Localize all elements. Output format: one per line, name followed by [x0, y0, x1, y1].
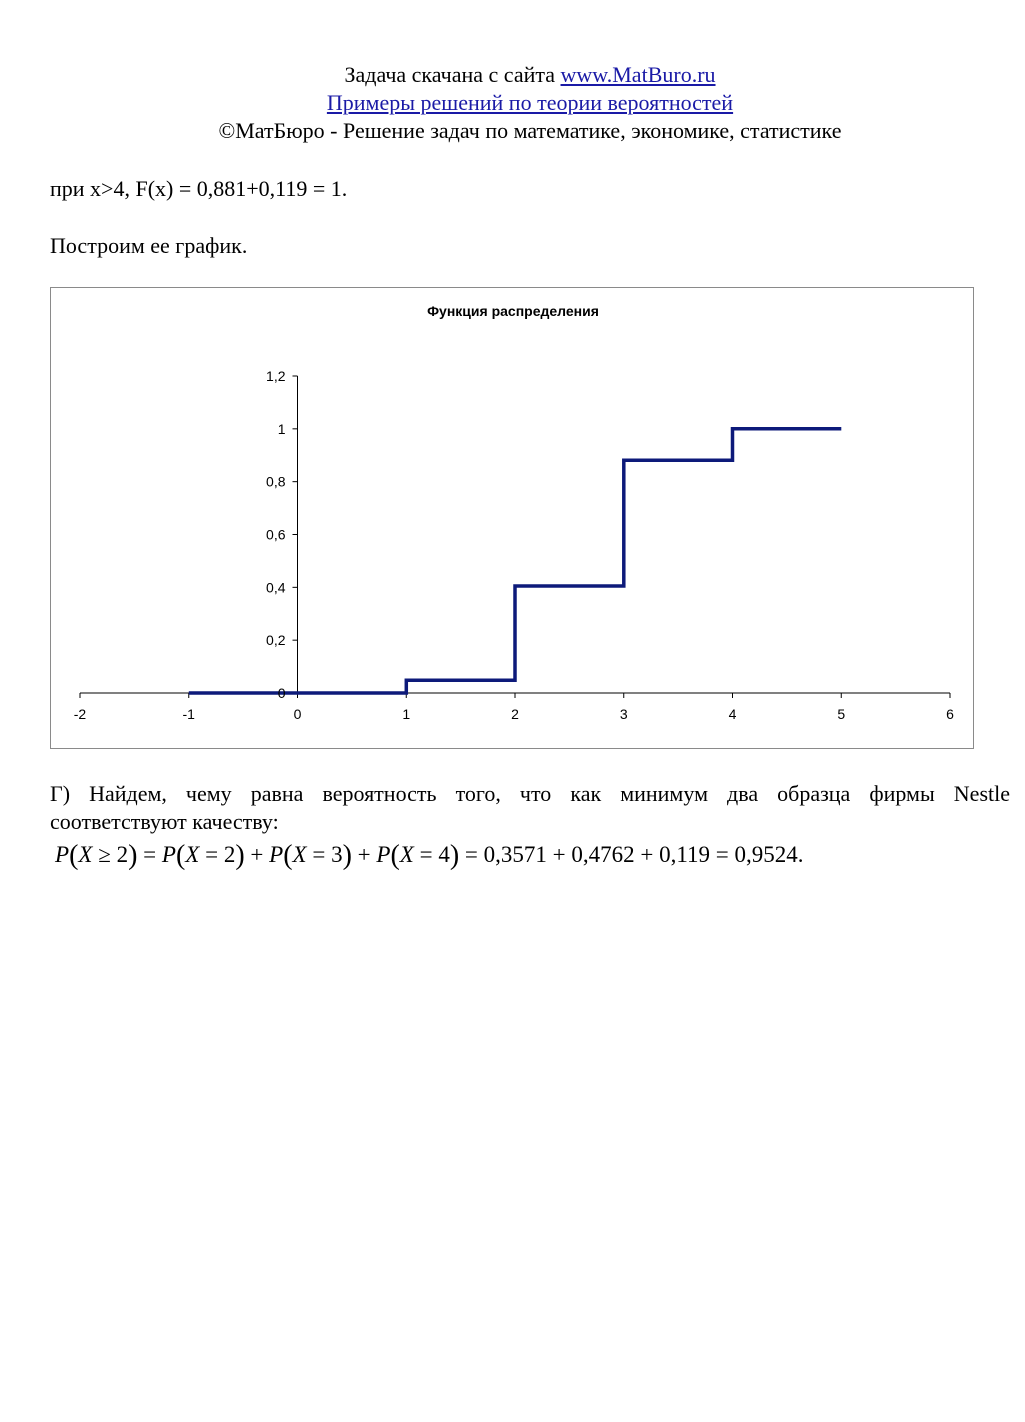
question-g-line-2: соответствуют качеству:	[50, 809, 279, 834]
paren: (	[390, 840, 400, 871]
formula-geq2: ≥ 2	[98, 842, 129, 867]
header-line-2	[0, 89, 1025, 117]
y-tick-label: 0	[277, 685, 286, 701]
formula-plus-2: +	[357, 842, 371, 867]
paren: )	[235, 840, 245, 871]
x-tick-label: 6	[946, 706, 954, 722]
y-tick-label: 0,2	[266, 632, 286, 649]
paren: (	[69, 840, 79, 871]
distribution-chart	[50, 287, 974, 749]
x-tick-label: -2	[73, 706, 87, 722]
chart-svg	[51, 288, 975, 750]
probability-formula	[55, 838, 803, 873]
x-tick-label: 5	[837, 706, 846, 722]
formula-p3: P	[269, 842, 284, 867]
formula-x3: X	[292, 842, 307, 867]
formula-plus-1: +	[250, 842, 264, 867]
y-tick-label: 0,8	[266, 473, 286, 490]
chart-title: Функция распределения	[427, 303, 599, 319]
text-build-graph: Построим ее график.	[50, 233, 248, 258]
formula-x4: X	[399, 842, 414, 867]
x-tick-label: -1	[182, 706, 195, 722]
header-line-1	[0, 61, 1025, 89]
formula-p1: P	[55, 842, 70, 867]
header-line-3: ©МатБюро - Решение задач по математике, экономике, статистике	[218, 118, 842, 143]
paren: )	[449, 840, 460, 871]
paren: (	[283, 840, 293, 871]
formula-eq3: = 3	[312, 842, 343, 867]
formula-rhs: = 0,3571 + 0,4762 + 0,119 = 0,9524.	[464, 842, 804, 867]
paren: )	[128, 840, 138, 871]
x-tick-label: 2	[511, 706, 519, 722]
header-prefix: Задача скачана с сайта	[344, 62, 561, 87]
y-tick-label: 0,6	[266, 526, 286, 543]
y-tick-label: 1,2	[266, 368, 286, 384]
paren: )	[342, 840, 352, 871]
formula-eq: =	[143, 842, 157, 867]
question-g-line-1: Г) Найдем, чему равна вероятность того, что как минимум два образца фирмы Nestle	[50, 781, 1010, 806]
formula-p4: P	[376, 842, 391, 867]
x-tick-label: 0	[293, 706, 302, 722]
examples-link[interactable]: Примеры решений по теории вероятностей	[326, 90, 734, 115]
series-line-f-x	[189, 429, 842, 693]
text-x-gt-4: при x>4, F(x) = 0,881+0,119 = 1.	[50, 176, 348, 201]
formula-x1: X	[78, 842, 93, 867]
formula-eq2: = 2	[205, 842, 236, 867]
formula-x2: X	[185, 842, 200, 867]
formula-p2: P	[161, 842, 176, 867]
formula-eq4: = 4	[419, 842, 450, 867]
y-tick-label: 0,4	[266, 579, 286, 596]
x-tick-label: 1	[402, 706, 411, 722]
paren: (	[175, 840, 186, 871]
y-tick-label: 1	[277, 420, 286, 437]
matburo-link[interactable]: www.MatBuro.ru	[560, 62, 716, 87]
x-tick-label: 4	[728, 706, 737, 722]
x-tick-label: 3	[619, 706, 628, 722]
